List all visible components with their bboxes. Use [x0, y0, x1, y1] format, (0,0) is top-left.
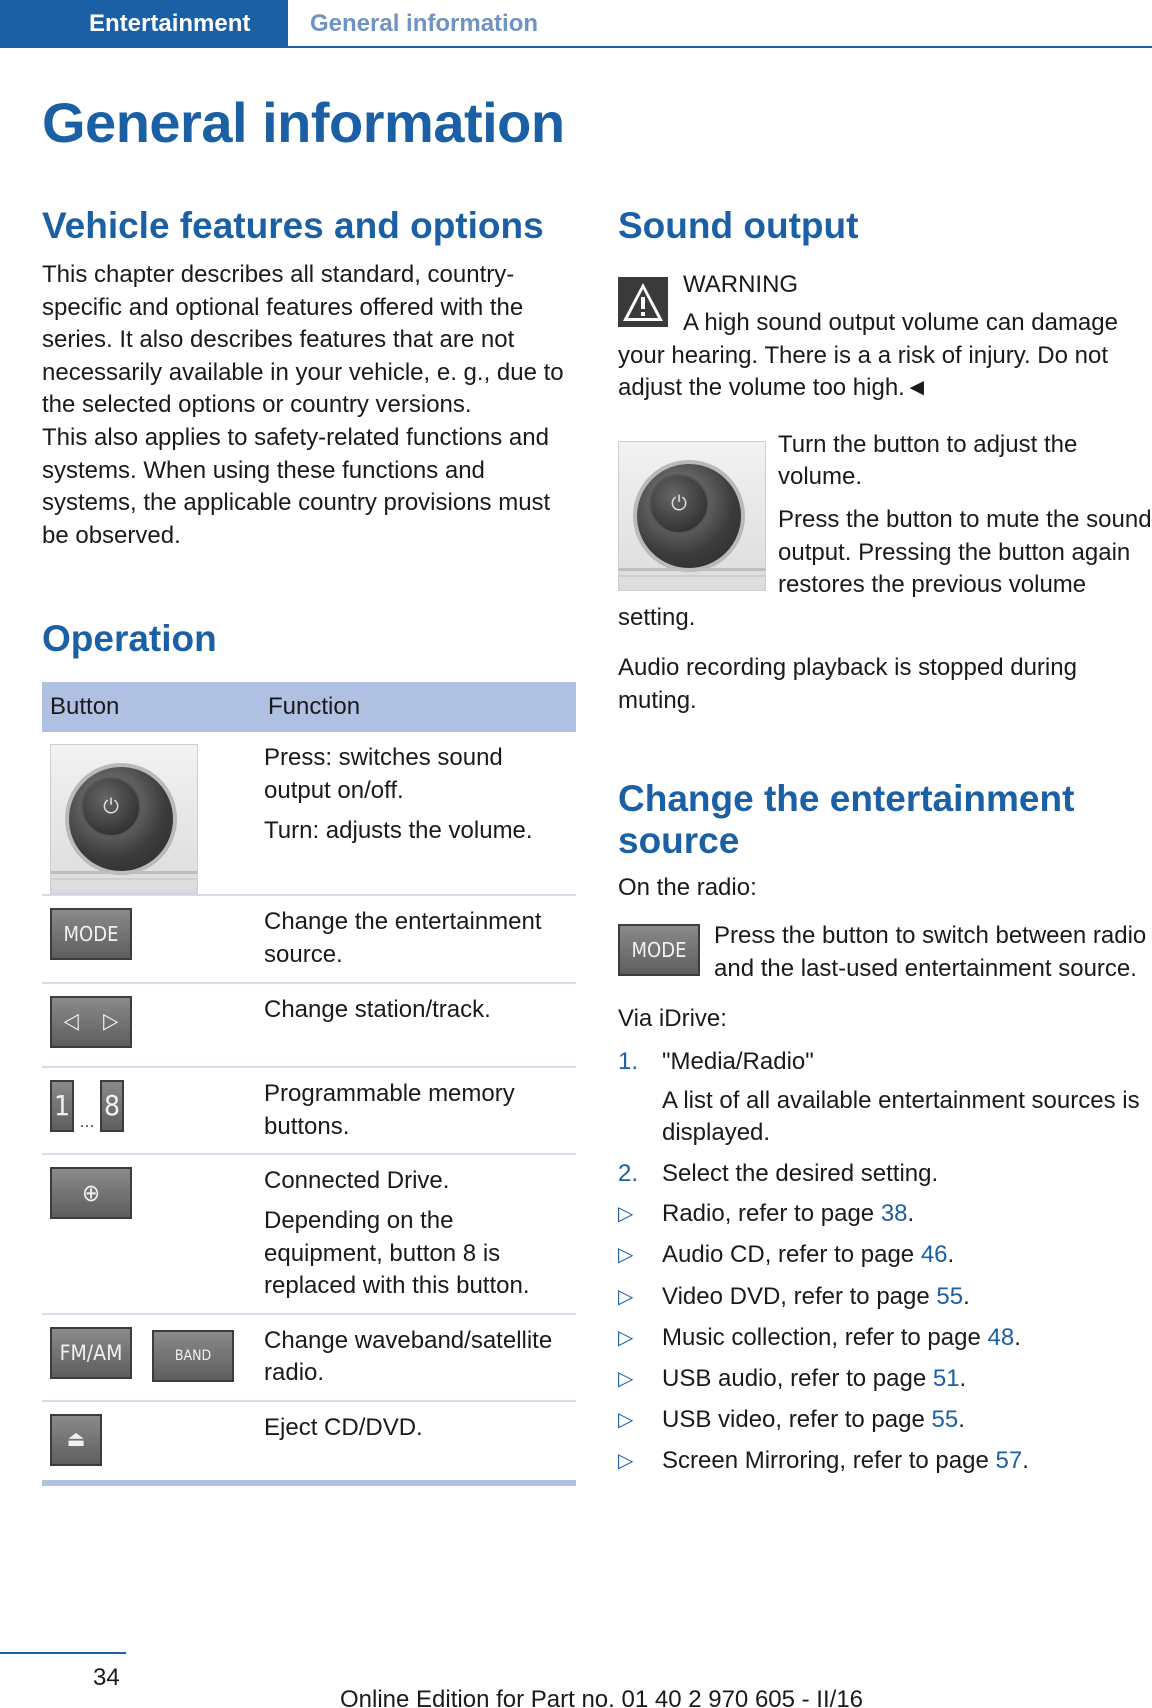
list-item: ▷ Music collection, refer to page 48.	[618, 1322, 1152, 1355]
mode-description: Press the button to switch between radio and the last-used entertainment source.	[714, 922, 1147, 982]
change-source-heading: Change the entertainment source	[618, 777, 1075, 861]
triangle-bullet-icon: ▷	[618, 1203, 634, 1226]
warning-box	[618, 269, 1152, 405]
sound-output-heading: Sound output	[618, 205, 859, 246]
list-item: ▷ Screen Mirroring, refer to page 57.	[618, 1445, 1152, 1478]
table-row	[42, 983, 576, 1068]
function-text: Depending on the equipment, button 8 is replaced with this button.	[264, 1206, 530, 1300]
table-row	[42, 1154, 576, 1313]
list-item: ▷ USB video, refer to page 55.	[618, 1404, 1152, 1437]
table-row	[42, 1401, 576, 1480]
mode-button-icon: MODE	[618, 924, 700, 976]
step-text: Select the desired setting.	[662, 1159, 939, 1187]
table-row	[42, 895, 576, 982]
on-radio-label: On the radio:	[618, 873, 757, 901]
volume-knob-icon: ⏻	[618, 441, 766, 591]
operation-table	[42, 682, 576, 1480]
triangle-bullet-icon: ▷	[618, 1409, 634, 1432]
warning-text: A high sound output volume can damage your hearing. There is a a risk of injury. Do not adjust the volume too high.◄	[618, 309, 1118, 402]
warning-icon	[618, 277, 668, 327]
memory-button-first: 1	[50, 1080, 74, 1132]
col-header-button: Button	[42, 682, 260, 732]
fm-am-button-icon: FM/AM	[50, 1327, 132, 1379]
table-bottom-rule	[42, 1480, 576, 1486]
page-link[interactable]: 55	[936, 1282, 964, 1310]
volume-knob-section	[618, 429, 1152, 635]
triangle-bullet-icon: ▷	[618, 1450, 634, 1473]
muting-text: Audio recording playback is stopped during muting.	[618, 654, 1077, 714]
function-text: Press: switches sound output on/off.	[264, 744, 503, 804]
triangle-bullet-icon: ▷	[618, 1368, 634, 1391]
steps-list	[618, 1046, 1152, 1190]
function-text: Change station/track.	[264, 995, 491, 1023]
right-column	[618, 205, 1152, 1487]
page-link[interactable]: 57	[995, 1447, 1023, 1475]
operation-heading: Operation	[42, 618, 217, 660]
list-item: ▷ USB audio, refer to page 51.	[618, 1363, 1152, 1396]
reference-list	[618, 1198, 1152, 1478]
knob-press-text: Press the button to mute the sound output. Pressing the button again restores the previous volume setting.	[618, 505, 1152, 631]
header-bar	[0, 0, 1152, 48]
function-text: Change the entertainment source.	[264, 908, 542, 968]
page-link[interactable]: 48	[987, 1323, 1015, 1351]
step-subtext: A list of all available entertainment sources is displayed.	[662, 1086, 1140, 1147]
station-arrows-icon: ◁ ▷	[50, 996, 132, 1048]
function-text: Eject CD/DVD.	[264, 1413, 423, 1441]
mode-button-icon: MODE	[50, 908, 132, 960]
step-text: "Media/Radio"	[662, 1047, 814, 1075]
page-link[interactable]: 51	[932, 1365, 960, 1393]
triangle-bullet-icon: ▷	[618, 1326, 634, 1349]
knob-turn-text: Turn the button to adjust the volume.	[778, 430, 1078, 491]
connected-drive-icon: ⊕	[50, 1167, 132, 1219]
ref-text: Video DVD, refer to page	[662, 1282, 937, 1310]
page-title: General information	[42, 91, 565, 154]
tab-entertainment[interactable]: Entertainment	[0, 0, 288, 48]
vehicle-paragraph-2: This also applies to safety-related functions and systems. When using these functions and systems, the applicable country provisions must be observed.	[42, 423, 551, 549]
ref-text: USB video, refer to page	[662, 1406, 932, 1434]
triangle-bullet-icon: ▷	[618, 1285, 634, 1308]
list-item: ▷ Radio, refer to page 38.	[618, 1198, 1152, 1231]
ref-text: Screen Mirroring, refer to page	[662, 1447, 996, 1475]
vehicle-paragraph-1: This chapter describes all standard, country-specific and optional features offered with the series. It also describes features that are not necessarily available in your vehicle, e. g., due to the selected options or country versions.	[42, 261, 564, 419]
warning-label: WARNING	[683, 271, 799, 298]
tab-general-information[interactable]: General information	[310, 10, 539, 37]
memory-button-last: 8	[100, 1080, 124, 1132]
page-link[interactable]: 46	[920, 1241, 948, 1269]
col-header-function: Function	[260, 682, 576, 732]
triangle-bullet-icon: ▷	[618, 1244, 634, 1267]
volume-knob-icon: ⏻	[50, 744, 198, 894]
ref-text: Audio CD, refer to page	[662, 1241, 921, 1269]
idrive-label: Via iDrive:	[618, 1005, 727, 1033]
step-number: 1.	[618, 1047, 639, 1075]
function-text: Change waveband/satellite radio.	[264, 1326, 553, 1387]
ref-text: Radio, refer to page	[662, 1200, 881, 1228]
mode-row	[618, 920, 1152, 985]
page-number: 34	[93, 1664, 120, 1691]
list-item	[618, 1158, 1152, 1191]
edition-text: Online Edition for Part no. 01 40 2 970 605 - II/16	[340, 1686, 864, 1708]
left-column	[42, 205, 576, 1486]
ref-text: Music collection, refer to page	[662, 1323, 988, 1351]
list-item: ▷ Audio CD, refer to page 46.	[618, 1239, 1152, 1272]
footer-rule	[0, 1652, 126, 1654]
eject-icon: ⏏	[50, 1414, 102, 1466]
page-link[interactable]: 55	[931, 1406, 959, 1434]
memory-buttons-icon: 1 ... 8	[50, 1094, 124, 1121]
list-item: ▷ Video DVD, refer to page 55.	[618, 1281, 1152, 1314]
band-button-icon: BAND	[152, 1330, 234, 1382]
function-text: Programmable memory buttons.	[264, 1080, 515, 1140]
table-row	[42, 1067, 576, 1154]
function-text: Turn: adjusts the volume.	[264, 816, 533, 844]
step-number: 2.	[618, 1159, 639, 1187]
list-item	[618, 1046, 1152, 1150]
vehicle-features-heading: Vehicle features and options	[42, 205, 544, 246]
function-text: Connected Drive.	[264, 1167, 450, 1195]
table-row	[42, 1314, 576, 1401]
table-row	[42, 732, 576, 895]
page-link[interactable]: 38	[880, 1200, 908, 1228]
ref-text: USB audio, refer to page	[662, 1365, 933, 1393]
